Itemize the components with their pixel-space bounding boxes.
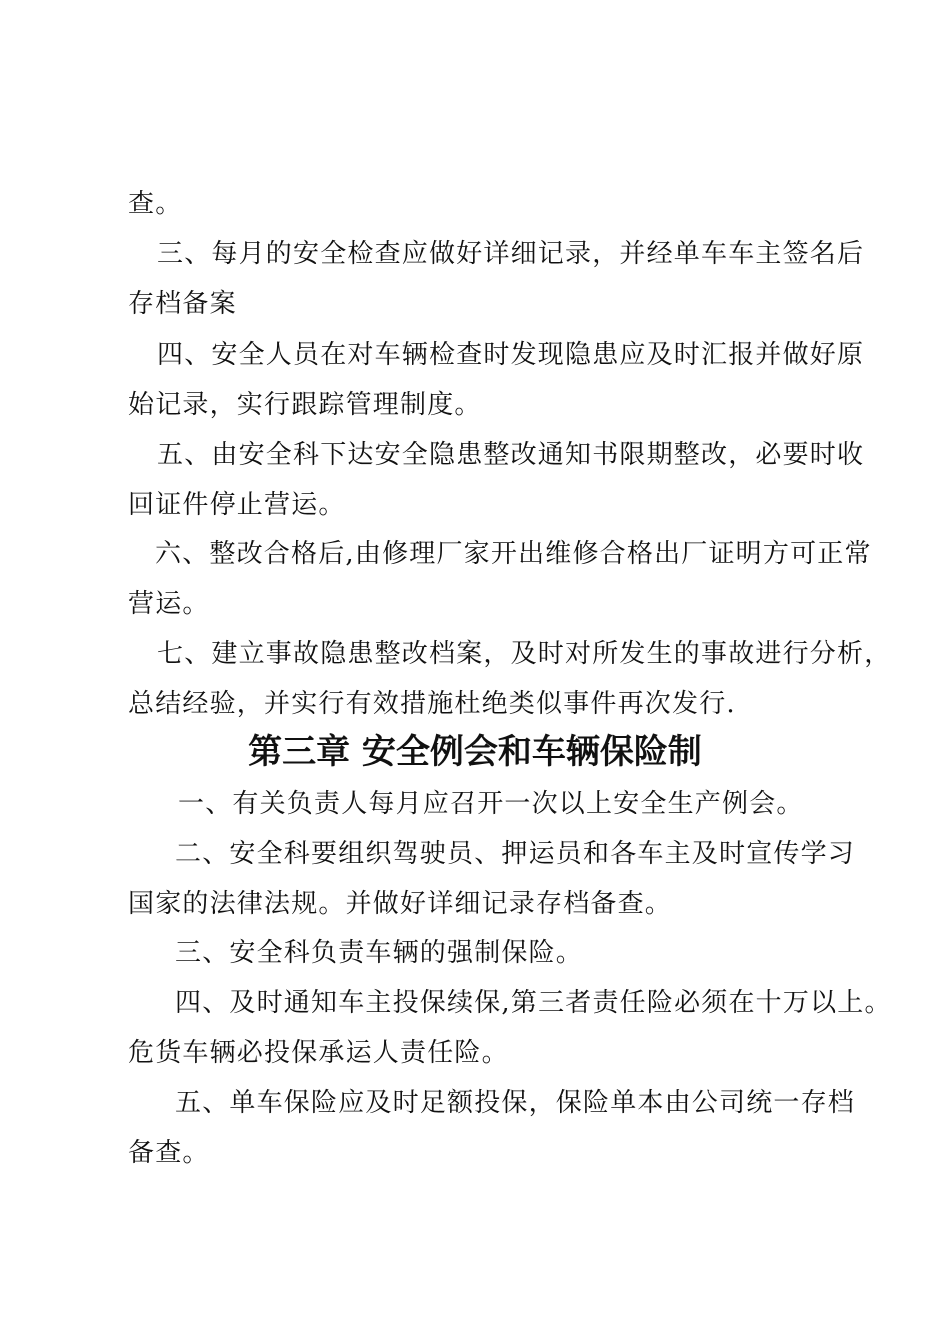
text-line: 四、安全人员在对车辆检查时发现隐患应及时汇报并做好原: [157, 340, 865, 370]
text-line: 营运。: [128, 589, 210, 619]
text-line: 查。: [128, 189, 183, 219]
text-line: 六、整改合格后,由修理厂家开出维修合格出厂证明方可正常: [155, 539, 872, 569]
text-line: 存档备案: [128, 289, 237, 319]
text-line: 四、及时通知车主投保续保,第三者责任险必须在十万以上。: [175, 988, 892, 1018]
text-line: 一、有关负责人每月应召开一次以上安全生产例会。: [178, 789, 804, 819]
text-line: 三、每月的安全检查应做好详细记录，并经单车车主签名后: [157, 239, 865, 269]
text-line: 回证件停止营运。: [128, 490, 346, 520]
text-line: 五、由安全科下达安全隐患整改通知书限期整改，必要时收: [157, 440, 865, 470]
text-line: 危货车辆必投保承运人责任险。: [128, 1038, 509, 1068]
chapter-title: 第三章 安全例会和车辆保险制: [248, 732, 702, 772]
text-line: 七、建立事故隐患整改档案，及时对所发生的事故进行分析，: [157, 639, 892, 669]
text-line: 始记录，实行跟踪管理制度。: [128, 390, 482, 420]
text-line: 国家的法律法规。并做好详细记录存档备查。: [128, 889, 673, 919]
text-line: 二、安全科要组织驾驶员、押运员和各车主及时宣传学习: [175, 839, 856, 869]
text-line: 总结经验，并实行有效措施杜绝类似事件再次发行.: [128, 689, 736, 719]
text-line: 五、单车保险应及时足额投保，保险单本由公司统一存档: [175, 1088, 856, 1118]
text-line: 备查。: [128, 1138, 210, 1168]
text-line: 三、安全科负责车辆的强制保险。: [175, 938, 584, 968]
